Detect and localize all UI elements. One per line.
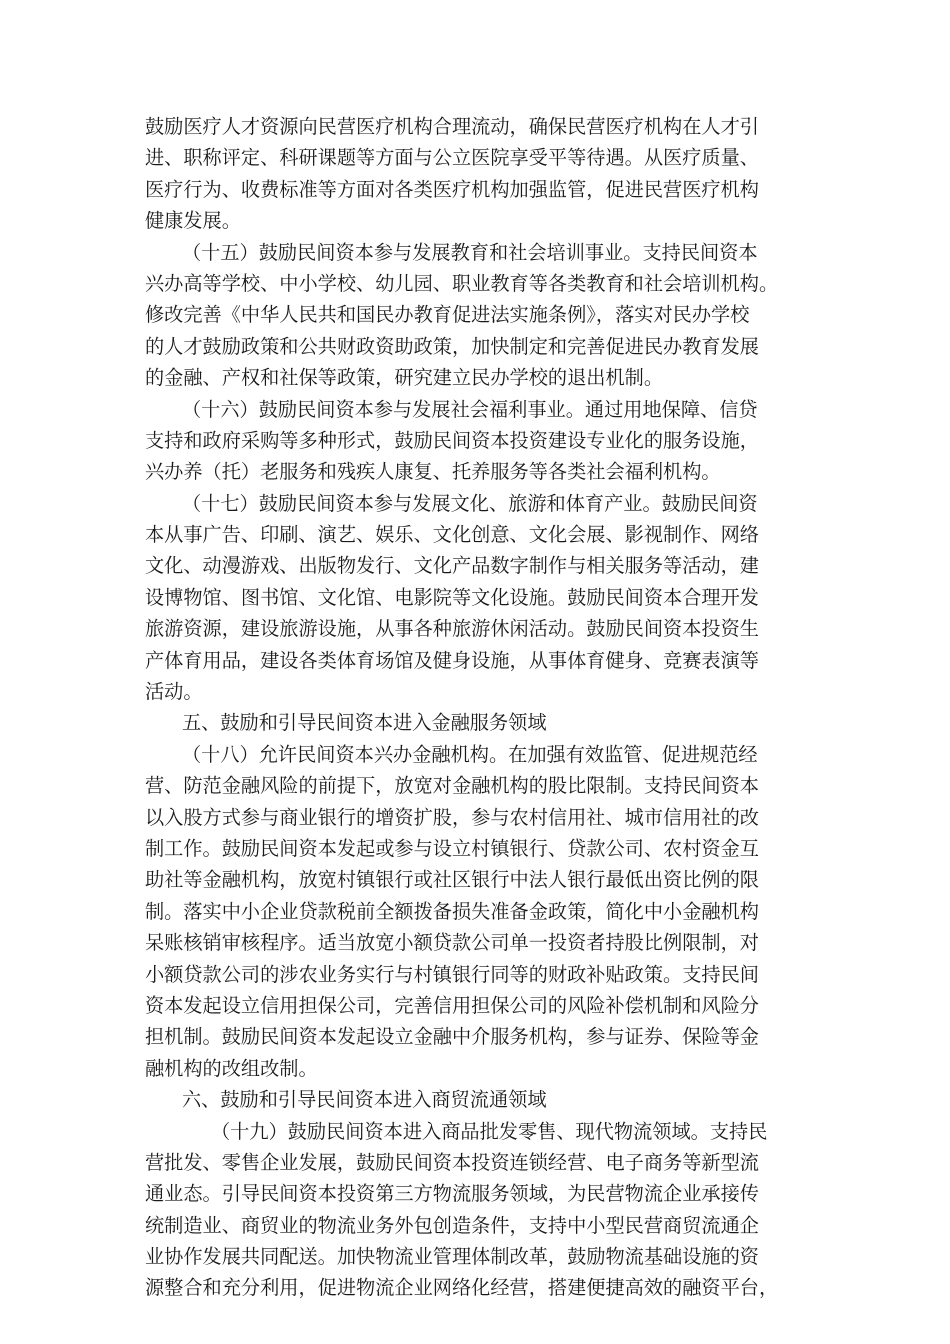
paragraph-line: （十九）鼓励民间资本进入商品批发零售、现代物流领域。支持民 bbox=[211, 1119, 768, 1143]
paragraph-line: 制工作。鼓励民间资本发起或参与设立村镇银行、贷款公司、农村资金互 bbox=[145, 836, 759, 860]
paragraph-line: 担机制。鼓励民间资本发起设立金融中介服务机构，参与证券、保险等金 bbox=[145, 1025, 759, 1049]
paragraph-line: 鼓励医疗人才资源向民营医疗机构合理流动，确保民营医疗机构在人才引 bbox=[145, 115, 759, 138]
paragraph-line: 通业态。引导民间资本投资第三方物流服务领域，为民营物流企业承接传 bbox=[145, 1182, 759, 1206]
paragraph-line: 统制造业、商贸业的物流业务外包创造条件，支持中小型民营商贸流通企 bbox=[145, 1213, 759, 1237]
paragraph-line: 营批发、零售企业发展，鼓励民间资本投资连锁经营、电子商务等新型流 bbox=[145, 1150, 759, 1174]
paragraph-line: 制。落实中小企业贷款税前全额拨备损失准备金政策，简化中小金融机构 bbox=[145, 899, 759, 923]
section-heading: 五、鼓励和引导民间资本进入金融服务领域 bbox=[182, 711, 547, 735]
paragraph-line: 设博物馆、图书馆、文化馆、电影院等文化设施。鼓励民间资本合理开发 bbox=[145, 585, 759, 609]
section-heading: 六、鼓励和引导民间资本进入商贸流通领域 bbox=[182, 1088, 547, 1112]
paragraph-line: 助社等金融机构，放宽村镇银行或社区银行中法人银行最低出资比例的限 bbox=[145, 868, 759, 892]
document-body bbox=[145, 111, 815, 1304]
paragraph-line: 旅游资源，建设旅游设施，从事各种旅游休闲活动。鼓励民间资本投资生 bbox=[145, 617, 759, 641]
paragraph-line: 以入股方式参与商业银行的增资扩股，参与农村信用社、城市信用社的改 bbox=[145, 805, 759, 829]
paragraph-line: 兴办高等学校、中小学校、幼儿园、职业教育等各类教育和社会培训机构。 bbox=[145, 271, 779, 295]
paragraph-line: （十八）允许民间资本兴办金融机构。在加强有效监管、促进规范经 bbox=[182, 742, 758, 766]
paragraph-line: 的金融、产权和社保等政策，研究建立民办学校的退出机制。 bbox=[145, 366, 664, 390]
paragraph-line: 支持和政府采购等多种形式，鼓励民间资本投资建设专业化的服务设施， bbox=[145, 428, 759, 452]
paragraph-line: 兴办养（托）老服务和残疾人康复、托养服务等各类社会福利机构。 bbox=[145, 460, 721, 484]
paragraph-line: （十六）鼓励民间资本参与发展社会福利事业。通过用地保障、信贷 bbox=[182, 397, 758, 421]
paragraph-line: 健康发展。 bbox=[145, 209, 241, 233]
paragraph-line: 进、职称评定、科研课题等方面与公立医院享受平等待遇。从医疗质量、 bbox=[145, 146, 759, 170]
paragraph-line: 融机构的改组改制。 bbox=[145, 1056, 318, 1080]
paragraph-line: 修改完善《中华人民共和国民办教育促进法实施条例》，落实对民办学校 bbox=[145, 303, 750, 327]
paragraph-line: 文化、动漫游戏、出版物发行、文化产品数字制作与相关服务等活动，建 bbox=[145, 554, 759, 578]
paragraph-line: 活动。 bbox=[145, 680, 203, 704]
paragraph-line: 业协作发展共同配送。加快物流业管理体制改革，鼓励物流基础设施的资 bbox=[145, 1245, 759, 1269]
paragraph-line: 呆账核销审核程序。适当放宽小额贷款公司单一投资者持股比例限制，对 bbox=[145, 931, 759, 955]
paragraph-line: 产体育用品，建设各类体育场馆及健身设施，从事体育健身、竞赛表演等 bbox=[145, 648, 759, 672]
paragraph-line: 营、防范金融风险的前提下，放宽对金融机构的股比限制。支持民间资本 bbox=[145, 774, 759, 798]
paragraph-line: （十七）鼓励民间资本参与发展文化、旅游和体育产业。鼓励民间资 bbox=[182, 491, 758, 515]
paragraph-line: 源整合和充分利用，促进物流企业网络化经营，搭建便捷高效的融资平台， bbox=[145, 1276, 779, 1300]
paragraph-line: 的人才鼓励政策和公共财政资助政策，加快制定和完善促进民办教育发展 bbox=[145, 334, 759, 358]
paragraph-line: 小额贷款公司的涉农业务实行与村镇银行同等的财政补贴政策。支持民间 bbox=[145, 962, 759, 986]
paragraph-line: 本从事广告、印刷、演艺、娱乐、文化创意、文化会展、影视制作、网络 bbox=[145, 523, 759, 547]
paragraph-line: 资本发起设立信用担保公司，完善信用担保公司的风险补偿机制和风险分 bbox=[145, 993, 759, 1017]
paragraph-line: （十五）鼓励民间资本参与发展教育和社会培训事业。支持民间资本 bbox=[182, 240, 758, 264]
paragraph-line: 医疗行为、收费标准等方面对各类医疗机构加强监管，促进民营医疗机构 bbox=[145, 177, 759, 201]
